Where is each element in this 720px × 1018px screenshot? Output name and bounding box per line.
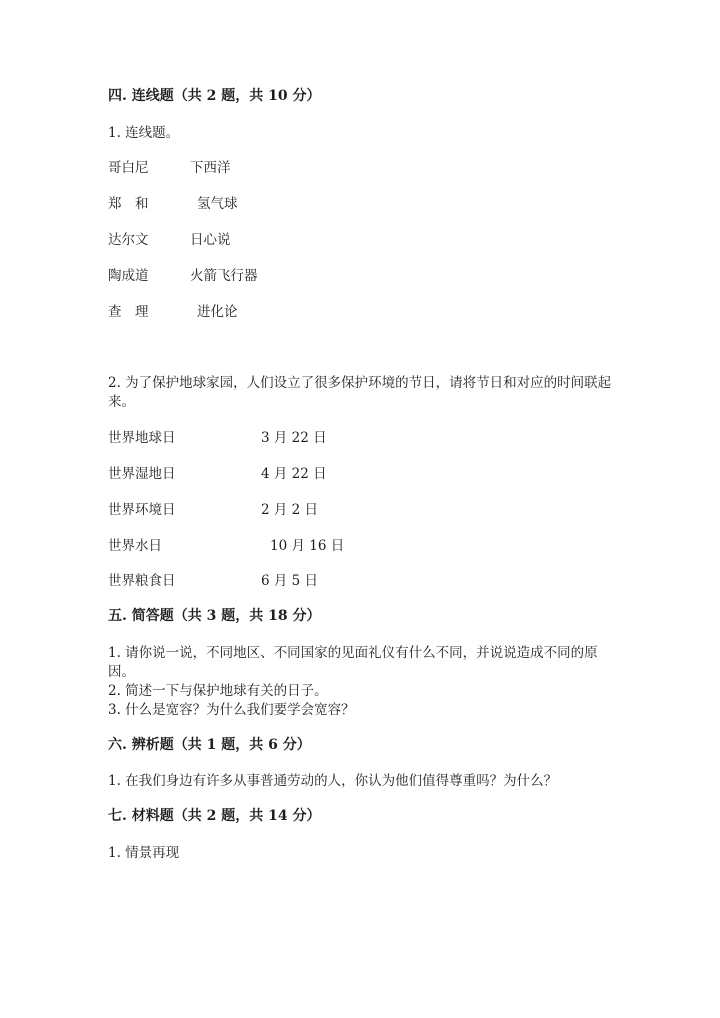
q5-2: 2. 简述一下与保护地球有关的日子。: [108, 683, 328, 699]
match-right-item: 日心说: [190, 232, 231, 248]
match-right-item: 6 月 5 日: [261, 573, 319, 589]
match-left-item: 世界地球日: [108, 430, 176, 446]
q4-1-prompt: 1. 连线题。: [108, 125, 180, 141]
match-left-item: 世界湿地日: [108, 466, 176, 482]
q5-3: 3. 什么是宽容？为什么我们要学会宽容？: [108, 702, 355, 718]
match-right-item: 10 月 16 日: [270, 538, 345, 554]
match-left-item: 世界环境日: [108, 502, 176, 518]
section-5-heading: 五. 简答题（共 3 题，共 18 分）: [108, 608, 321, 624]
q5-1: 1. 请你说一说，不同地区、不同国家的见面礼仪有什么不同，并说说造成不同的原因。: [108, 645, 598, 680]
match-left-item: 哥白尼: [108, 160, 149, 176]
match-right-item: 4 月 22 日: [261, 466, 327, 482]
match-left-item: 陶成道: [108, 268, 149, 284]
match-right-item: 2 月 2 日: [261, 502, 319, 518]
match-left-item: 郑 和: [108, 196, 149, 212]
match-right-item: 3 月 22 日: [261, 430, 327, 446]
match-right-item: 氢气球: [197, 196, 238, 212]
match-left-item: 世界水日: [108, 538, 162, 554]
match-right-item: 进化论: [197, 304, 238, 320]
section-6-heading: 六. 辨析题（共 1 题，共 6 分）: [108, 737, 311, 753]
section-4-heading: 四. 连线题（共 2 题，共 10 分）: [108, 88, 321, 104]
section-7-heading: 七. 材料题（共 2 题，共 14 分）: [108, 808, 321, 824]
match-right-item: 下西洋: [190, 160, 231, 176]
match-left-item: 世界粮食日: [108, 573, 176, 589]
match-right-item: 火箭飞行器: [190, 268, 258, 284]
q6-1: 1. 在我们身边有许多从事普通劳动的人，你认为他们值得尊重吗？为什么？: [108, 773, 558, 789]
q7-1: 1. 情景再现: [108, 845, 180, 861]
match-left-item: 查 理: [108, 304, 149, 320]
match-left-item: 达尔文: [108, 232, 149, 248]
q4-2-prompt: 2. 为了保护地球家园，人们设立了很多保护环境的节日，请将节日和对应的时间联起来。: [108, 375, 612, 410]
